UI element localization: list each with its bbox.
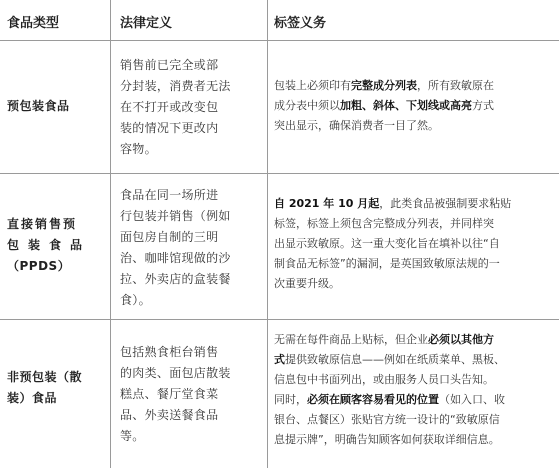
food-type-cell [0,96,110,117]
duty-text: 次重要升级。 [274,277,340,290]
duty-cell [268,76,559,136]
definition-line: 行包装并销售（例如 [120,209,231,223]
definition-cell [111,185,267,311]
duty-text: 成分表中须以 [274,99,340,112]
food-type-line: 装）食品 [7,391,58,405]
duty-text: 标签，标签上须包含完整成分列表，并同样突 [274,217,494,230]
duty-line [274,370,559,390]
header-labeling-duty: 标签义务 [274,16,327,31]
duty-text: 同时， [274,393,307,406]
table-row [0,174,559,320]
duty-line [274,390,559,410]
duty-line [274,410,559,430]
definition-cell [111,342,267,447]
food-type-cell [0,367,110,409]
duty-emphasis: 自 2021 年 10 月起 [274,197,380,210]
duty-text: 信息包中书面列出，或由服务人员口头告知。 [274,373,494,386]
definition-line: 容物。 [120,142,157,156]
duty-line [274,116,559,136]
duty-line [274,214,559,234]
duty-text: 制食品无标签”的漏洞，是英国致敏原法规的一 [274,257,500,270]
definition-line: 食品在同一场所进 [120,188,219,202]
duty-text: 包装上必须印有 [274,79,351,92]
definition-line: 在不打开或改变包 [120,100,219,114]
duty-text: 提供致敏原信息——例如在纸质菜单、黑板、 [285,353,505,366]
definition-line: 的肉类、面包店散装 [120,366,231,380]
definition-line: 包括熟食柜台销售 [120,345,219,359]
duty-text: 无需在每件商品上贴标，但企业 [274,333,428,346]
duty-line [274,234,559,254]
definition-line: 分封装，消费者无法 [120,79,231,93]
definition-line: 品、外卖送餐食品 [120,408,219,422]
definition-line: 拉、外卖店的盒装餐 [120,272,231,286]
duty-emphasis: 加粗、斜体、下划线或高亮 [340,99,472,112]
definition-line: 等。 [120,429,145,443]
duty-line [274,194,559,214]
duty-line [274,254,559,274]
duty-line [274,350,559,370]
duty-line [274,330,559,350]
definition-cell [111,55,267,160]
duty-text: 息提示牌”，明确告知顾客如何获取详细信息。 [274,433,500,446]
duty-cell [268,330,559,450]
food-type-cell [0,214,110,277]
table-header-row [0,0,559,41]
header-food-type: 食品类型 [7,16,60,31]
duty-cell [268,194,559,294]
food-type-line: 直接销售预 [7,217,78,231]
table-row [0,320,559,468]
duty-text: 突出显示，确保消费者一目了然。 [274,119,439,132]
table-row [0,41,559,174]
duty-line [274,430,559,450]
duty-emphasis: 必须在顾客容易看见的位置 [307,393,439,406]
duty-text: （如入口、收 [439,393,505,406]
duty-line [274,76,559,96]
duty-text: 出显示致敏原。这一重大变化旨在填补以往“自 [274,237,500,250]
duty-emphasis: 必须以其他方 [428,333,494,346]
definition-line: 糕点、餐厅堂食菜 [120,387,219,401]
duty-emphasis: 式 [274,353,285,366]
duty-text: 银台、点餐区）张贴官方统一设计的“致敏原信 [274,413,500,426]
definition-line: 面包房自制的三明 [120,230,219,244]
definition-line: 治、咖啡馆现做的沙 [120,251,231,265]
duty-text: ，所有致敏原在 [417,79,494,92]
definition-line: 销售前已完全或部 [120,58,219,72]
duty-text: ，此类食品被强制要求粘贴 [379,197,512,210]
duty-emphasis: 完整成分列表 [351,79,417,92]
definition-line: 食）。 [120,293,151,307]
food-type-line: 非预包装（散 [7,370,83,384]
food-type-line: 包装食品 [7,238,92,252]
food-type-line: 预包装食品 [7,99,70,113]
duty-text: 方式 [472,99,494,112]
definition-line: 装的情况下更改内 [120,121,219,135]
duty-line [274,96,559,116]
food-type-line: （PPDS） [7,259,71,273]
duty-line [274,274,559,294]
header-legal-definition: 法律定义 [120,16,173,31]
